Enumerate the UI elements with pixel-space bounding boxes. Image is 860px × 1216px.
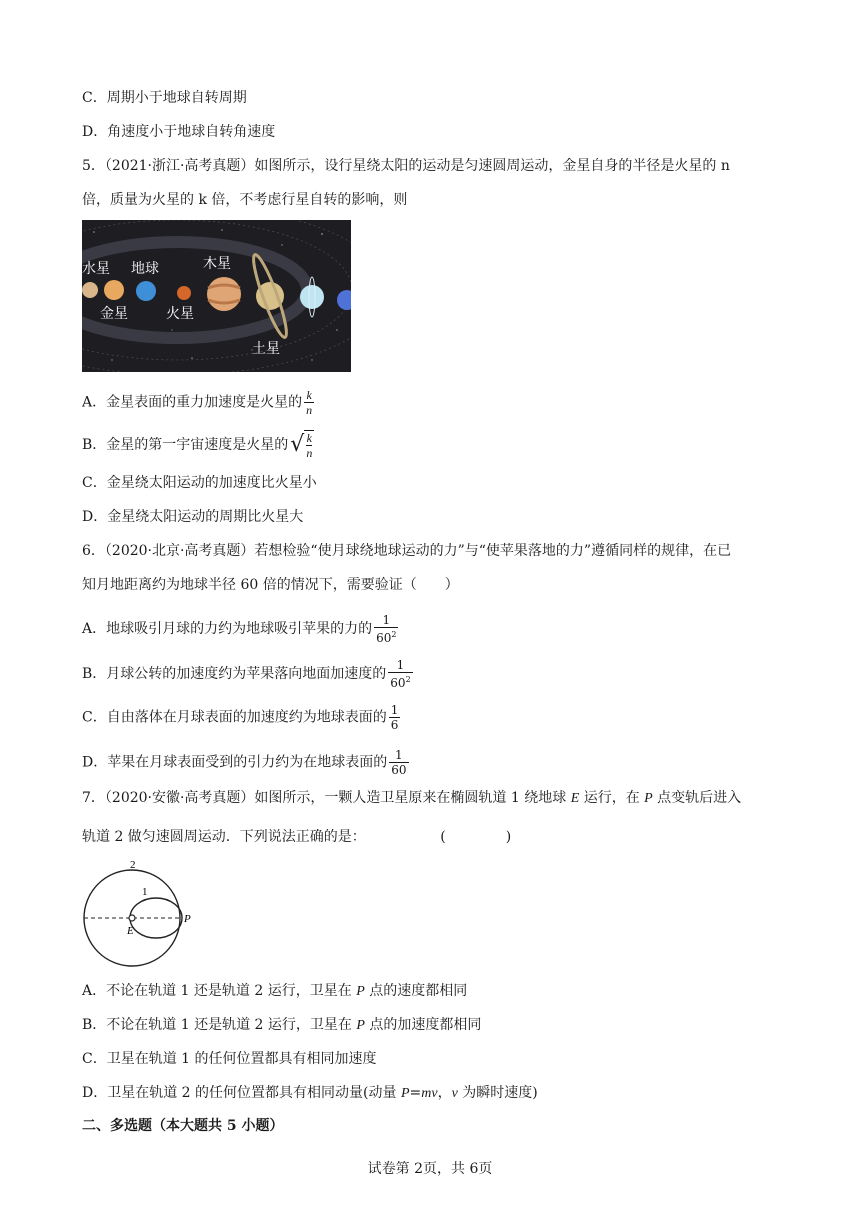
option-7d-text-2: ， xyxy=(437,1085,452,1101)
frac-numerator: 1 xyxy=(396,658,405,672)
frac-exponent: 2 xyxy=(405,675,411,684)
option-6a xyxy=(82,613,398,645)
option-7a-var-p: P xyxy=(356,984,365,999)
label-orbit-2: 2 xyxy=(130,860,136,871)
q7-var-p: P xyxy=(644,791,653,806)
label-mercury: 水星 xyxy=(82,261,110,277)
fraction-k-over-n xyxy=(304,388,314,417)
option-4c: C．周期小于地球自转周期 xyxy=(82,90,247,106)
frac-denominator: 60 xyxy=(390,676,406,690)
frac-denominator: 60 xyxy=(376,631,392,645)
option-5a-text: A．金星表面的重力加速度是火星的 xyxy=(82,394,303,411)
mercury-planet xyxy=(82,282,98,298)
option-7d-equals: = xyxy=(409,1085,422,1101)
fraction-1-over-60-squared xyxy=(374,613,398,645)
solar-system-image xyxy=(82,220,351,372)
question-5-stem-1: 5．（2021·浙江·高考真题）如图所示，设行星绕太阳的运动是匀速圆周运动，金星自身的半径是火星的 n xyxy=(82,158,730,174)
option-7b-text-1: B．不论在轨道 1 还是轨道 2 运行，卫星在 xyxy=(82,1017,357,1033)
jupiter-planet xyxy=(207,277,241,311)
option-5d: D．金星绕太阳运动的周期比火星大 xyxy=(82,509,304,525)
option-6a-text: A．地球吸引月球的力约为地球吸引苹果的力的 xyxy=(82,621,373,637)
sqrt-numerator: k xyxy=(306,431,312,445)
section-heading-multiple-choice: 二、多选题（本大题共 5 小题） xyxy=(82,1118,284,1134)
label-saturn: 土星 xyxy=(252,341,280,357)
option-7b-var-p: P xyxy=(356,1018,365,1033)
option-7a-text-2: 点的速度都相同 xyxy=(364,983,468,999)
label-orbit-1: 1 xyxy=(142,886,148,898)
option-7d-var-v: v xyxy=(451,1086,458,1101)
radical-sign: √ xyxy=(290,432,305,457)
q7-text-b: 运行，在 xyxy=(579,790,645,806)
frac-exponent: 2 xyxy=(391,630,397,639)
mars-planet xyxy=(177,286,191,300)
option-5a xyxy=(82,388,314,417)
fraction-1-over-6 xyxy=(389,703,401,732)
option-7d xyxy=(82,1083,538,1104)
sqrt-k-over-n xyxy=(290,430,314,460)
earth-planet xyxy=(136,281,156,301)
question-6-stem-1: 6．（2020·北京·高考真题）若想检验“使月球绕地球运动的力”与“使苹果落地的力”遵循同样的规律，在已 xyxy=(82,543,732,559)
frac-numerator: 1 xyxy=(395,748,403,762)
question-5-stem-2: 倍，质量为火星的 k 倍，不考虑行星自转的影响，则 xyxy=(82,192,408,208)
frac-numerator: 1 xyxy=(390,703,399,717)
frac-denominator: n xyxy=(306,403,313,417)
q7-text-a: 7．（2020·安徽·高考真题）如图所示，一颗人造卫星原来在椭圆轨道 1 绕地球 xyxy=(82,790,571,806)
orbit-diagram xyxy=(82,860,194,972)
label-point-e: E xyxy=(127,925,134,937)
option-7d-var-p: P xyxy=(400,1086,410,1101)
option-6c xyxy=(82,703,400,732)
option-4d: D．角速度小于地球自转角速度 xyxy=(82,124,276,140)
frac-numerator: 1 xyxy=(382,613,391,627)
label-point-p: P xyxy=(184,913,191,925)
question-7-stem-2 xyxy=(82,827,511,847)
option-7d-text-1: D．卫星在轨道 2 的任何位置都具有相同动量(动量 xyxy=(82,1085,401,1101)
label-jupiter: 木星 xyxy=(203,256,231,272)
option-6c-text: C．自由落体在月球表面的加速度约为地球表面的 xyxy=(82,709,387,726)
option-5c: C．金星绕太阳运动的加速度比火星小 xyxy=(82,475,317,491)
page-footer: 试卷第 2页，共 6页 xyxy=(367,1161,493,1177)
question-7-stem-1 xyxy=(82,788,741,809)
option-6d-text: D．苹果在月球表面受到的引力约为在地球表面的 xyxy=(82,754,388,771)
option-7b-text-2: 点的加速度都相同 xyxy=(364,1017,482,1033)
option-7c: C．卫星在轨道 1 的任何位置都具有相同加速度 xyxy=(82,1051,377,1067)
label-earth: 地球 xyxy=(131,261,159,277)
option-5b-text: B．金星的第一宇宙速度是火星的 xyxy=(82,437,289,453)
option-7b xyxy=(82,1015,481,1036)
option-5b xyxy=(82,430,314,460)
q7-stem-2-text: 轨道 2 做匀速圆周运动．下列说法正确的是： xyxy=(82,829,366,845)
earth-point xyxy=(129,915,135,921)
option-7a xyxy=(82,981,467,1002)
q7-text-c: 点变轨后进入 xyxy=(652,790,742,806)
frac-numerator: k xyxy=(306,388,312,402)
fraction-1-over-60-squared xyxy=(388,658,412,690)
option-6b xyxy=(82,658,413,690)
option-7d-var-mv: mv xyxy=(421,1086,438,1101)
question-6-stem-2: 知月地距离约为地球半径 60 倍的情况下，需要验证（ ） xyxy=(82,577,459,593)
label-venus: 金星 xyxy=(100,306,128,322)
frac-denominator: 60 xyxy=(391,763,407,777)
answer-paren-left: ( xyxy=(440,829,446,845)
q7-var-e: E xyxy=(570,791,580,806)
option-6b-text: B．月球公转的加速度约为苹果落向地面加速度的 xyxy=(82,666,387,682)
label-mars: 火星 xyxy=(166,306,194,322)
venus-planet xyxy=(104,280,124,300)
option-7d-text-3: 为瞬时速度) xyxy=(457,1085,538,1101)
uranus-planet xyxy=(300,285,324,309)
fraction-1-over-60 xyxy=(389,748,408,777)
frac-denominator: 6 xyxy=(390,718,399,732)
option-7a-text-1: A．不论在轨道 1 还是轨道 2 运行，卫星在 xyxy=(82,983,357,999)
answer-paren-right: ) xyxy=(505,829,512,845)
sqrt-denominator: n xyxy=(306,446,313,460)
option-6d xyxy=(82,748,409,777)
